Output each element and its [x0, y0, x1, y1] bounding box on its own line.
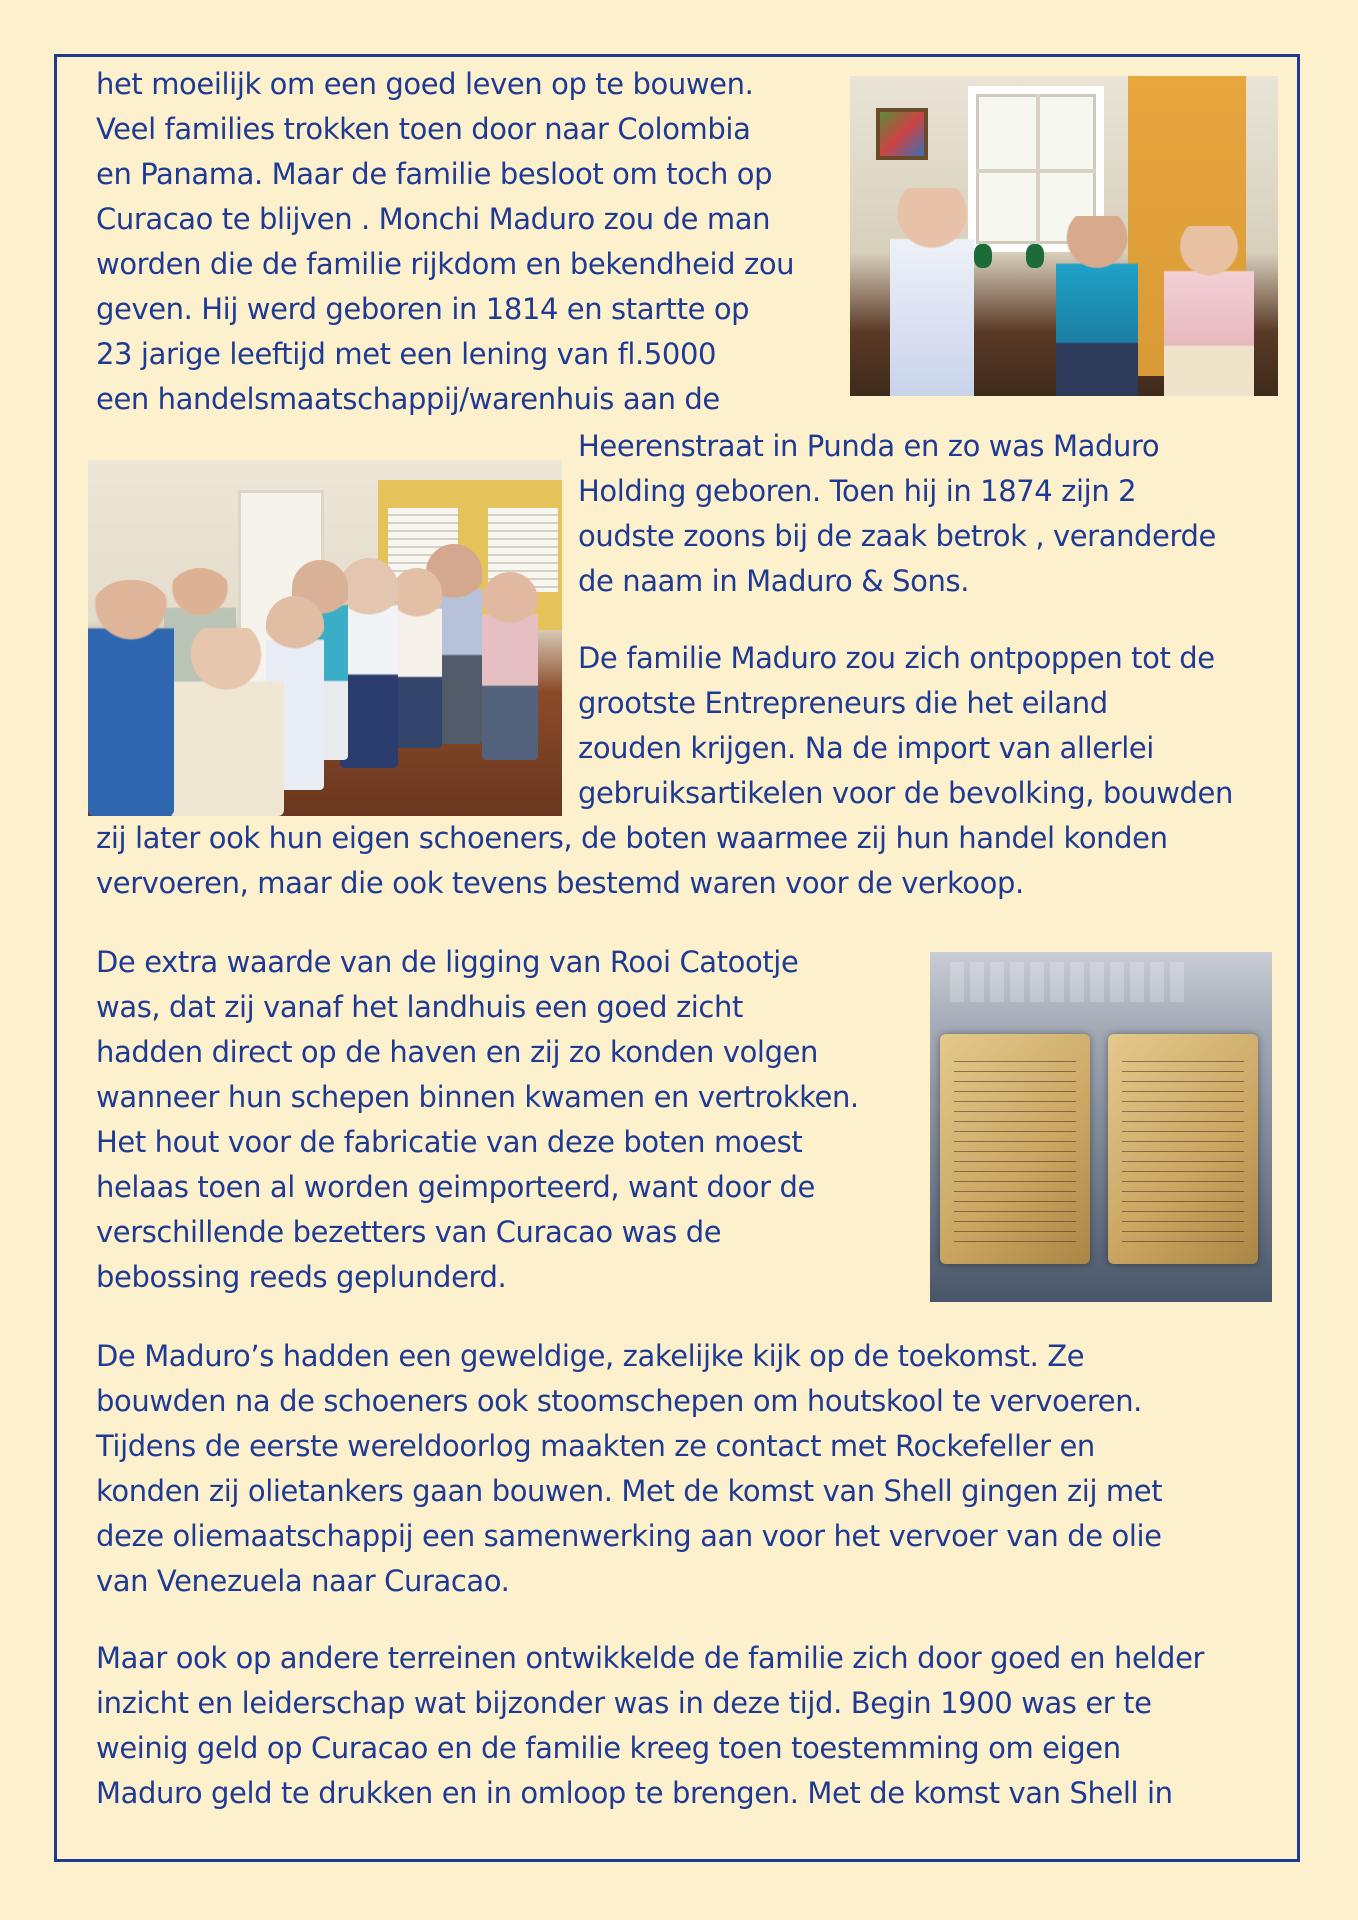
photo-visitors-seated — [850, 76, 1278, 396]
paragraph-toekomst: De Maduro’s hadden een geweldige, zakelijke kijk op de toekomst. Ze bouwden na de schoeners ook stoomschepen om houtskool te vervoeren. Tijdens de eerste wereldoorlog maakten ze contact met Rockefeller en konden zij olietankers gaan bouwen. Met de komst van Shell gingen zij met deze oliemaatschappij een samenwerking aan voor het vervoer van de olie van Venezuela naar Curacao. — [96, 1339, 1163, 1598]
paragraph-intro: het moeilijk om een goed leven op te bouwen. Veel families trokken toen door naar Colombia en Panama. Maar de familie besloot om toch op Curacao te blijven . Monchi Maduro zou de man worden die de familie rijkdom en bekendheid zou geven. Hij werd geboren in 1814 en startte op 23 jarige leeftijd met een lening van fl.5000 een handelsmaatschappij/warenhuis aan de — [96, 67, 795, 416]
paragraph-geld: Maar ook op andere terreinen ontwikkelde de familie zich door goed en helder inzicht en leiderschap wat bijzonder was in deze tijd. Begin 1900 was er te weinig geld op Curacao en de familie kreeg toen toestemming om eigen Maduro geld te drukken en in omloop te brengen. Met de komst van Shell in — [96, 1641, 1205, 1810]
paragraph-entrepreneurs: De familie Maduro zou zich ontpoppen tot de grootste Entrepreneurs die het eiland zouden krijgen. Na de import van allerlei gebruiksartikelen voor de bevolking, bouwden — [578, 641, 1233, 810]
photo-old-ledger — [930, 952, 1272, 1302]
paragraph-heerenstraat: Heerenstraat in Punda en zo was Maduro Holding geboren. Toen hij in 1874 zijn 2 oudste zoons bij de zaak betrok , veranderde de naam in Maduro & Sons. — [578, 429, 1216, 598]
photo-group-tour — [88, 460, 562, 816]
paragraph-schoeners: zij later ook hun eigen schoeners, de boten waarmee zij hun handel konden vervoeren, maar die ook tevens bestemd waren voor de verkoop. — [96, 821, 1168, 900]
paragraph-rooi-catootje: De extra waarde van de ligging van Rooi Catootje was, dat zij vanaf het landhuis een goed zicht hadden direct op de haven en zij zo konden volgen wanneer hun schepen binnen kwamen en vertrokken. Het hout voor de fabricatie van deze boten moest helaas toen al worden geimporteerd, want door de verschillende bezetters van Curacao was de bebossing reeds geplunderd. — [96, 945, 859, 1294]
